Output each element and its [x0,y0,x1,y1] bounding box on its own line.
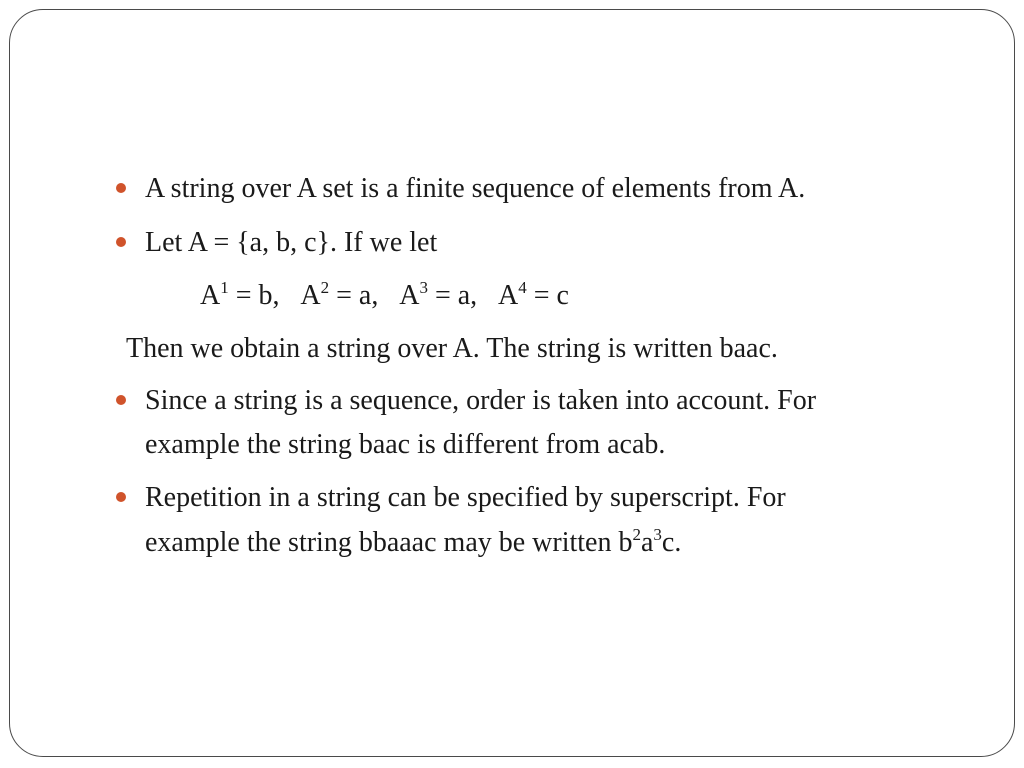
bullet-text: Let A = {a, b, c}. If we let [145,227,438,258]
bullet-text: Repetition in a string can be specified by superscript. For [145,482,786,513]
bullet-dot [116,237,126,247]
bullet-text-continued: example the string baac is different from acab. [145,429,666,460]
bullet-dot [116,183,126,193]
equation-line [200,279,569,316]
then-line: Then we obtain a string over A. The string is written baac. [126,333,778,364]
bullet-text: A string over A set is a finite sequence of elements from A. [145,173,806,204]
bullet-dot [116,395,126,405]
bullet-text: Since a string is a sequence, order is taken into account. For [145,385,817,416]
equation-term: $A^4 = c$ [498,278,569,311]
bullet-text-continued: example the string bbaaac may be written $b^2a^3c$. [145,525,682,558]
bullet-dot [116,492,126,502]
equation-term: $A^1 = b$, [200,278,280,311]
equation-term: $A^3 = a$, [399,278,478,311]
equation-term: $A^2 = a$, [300,278,379,311]
